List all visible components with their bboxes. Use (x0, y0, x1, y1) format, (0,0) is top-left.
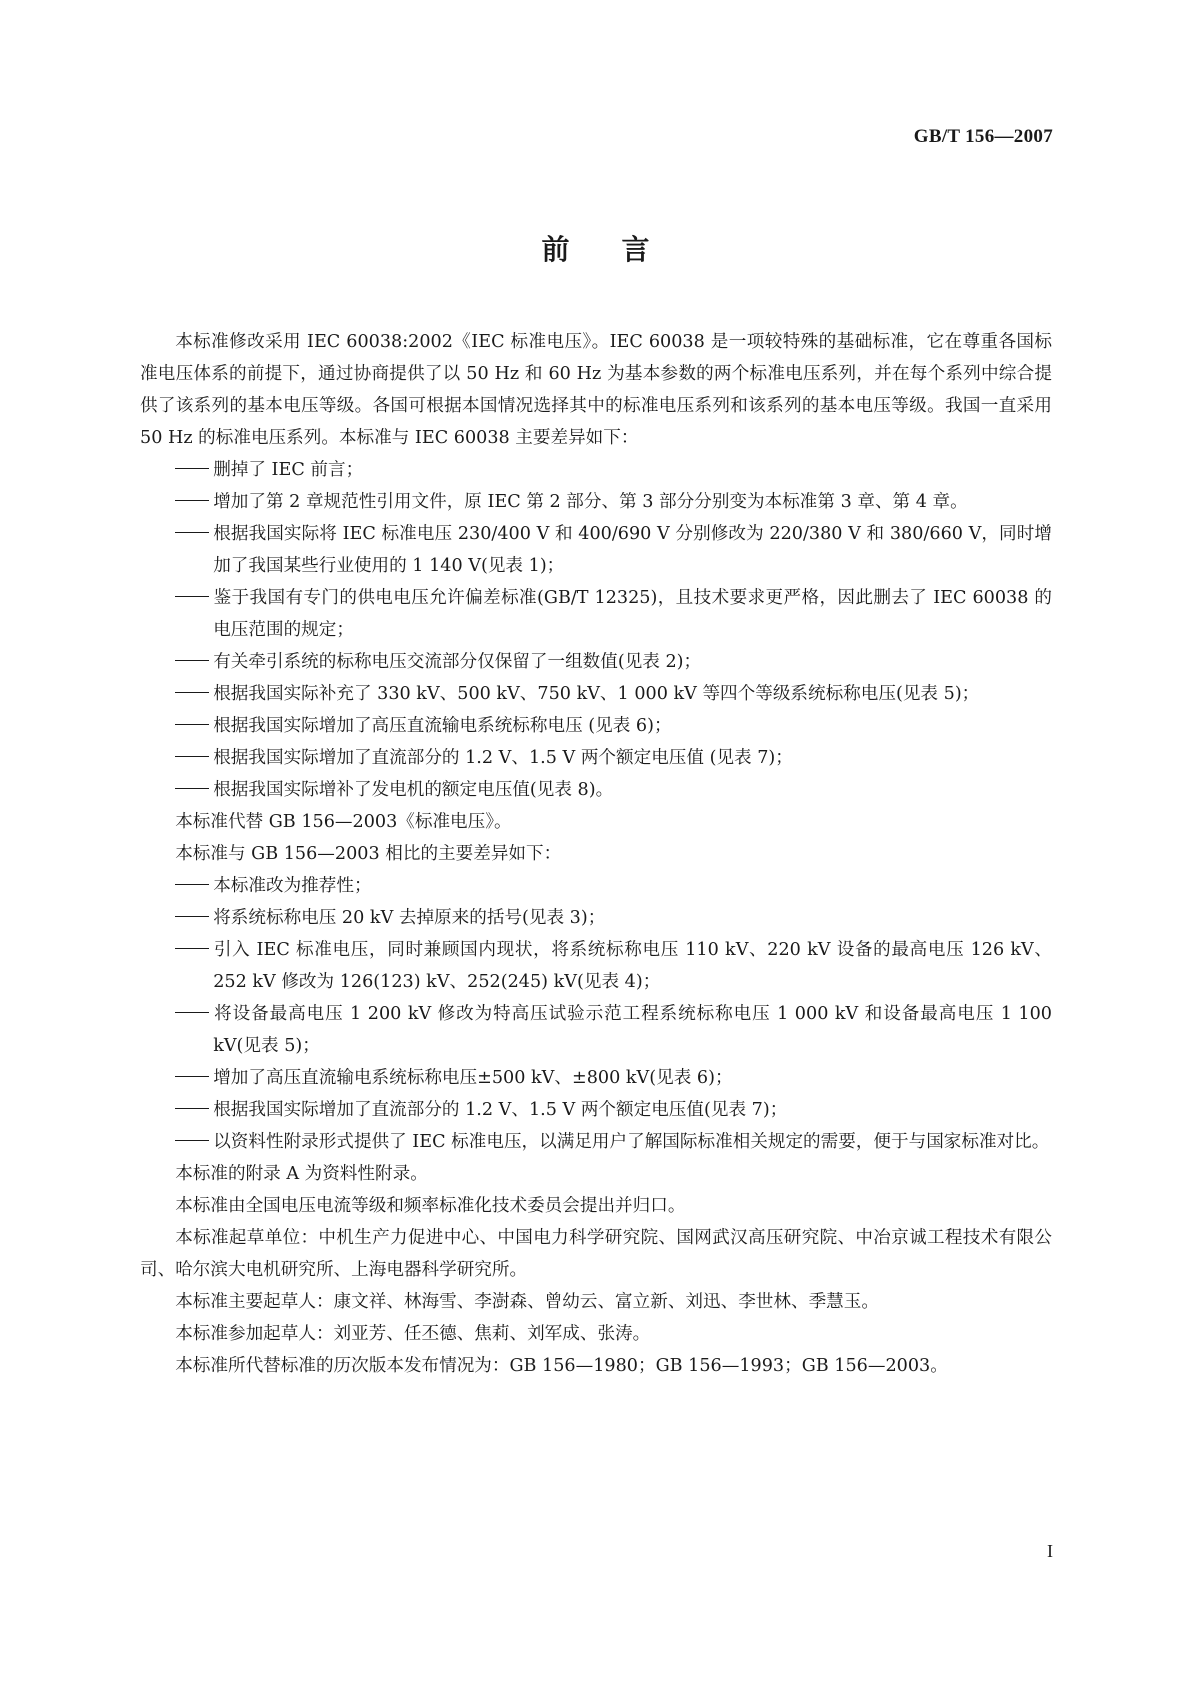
list-item: 根据我国实际增加了直流部分的 1.2 V、1.5 V 两个额定电压值(见表 7)； (140, 1094, 1052, 1126)
iec-differences-list (140, 454, 1052, 806)
dash-marker (175, 902, 213, 934)
dash-marker (175, 742, 213, 774)
committee-statement: 本标准由全国电压电流等级和频率标准化技术委员会提出并归口。 (175, 1196, 686, 1216)
dash-marker (175, 1062, 213, 1094)
list-item: 根据我国实际增加了直流部分的 1.2 V、1.5 V 两个额定电压值 (见表 7)； (140, 742, 1052, 774)
list-item: 有关牵引系统的标称电压交流部分仅保留了一组数值(见表 2)； (140, 646, 1052, 678)
dash-marker (175, 774, 213, 806)
list-item: 引入 IEC 标准电压，同时兼顾国内现状，将系统标称电压 110 kV、220 kV 设备的最高电压 126 kV、252 kV 修改为 126(123) kV、252(245) kV(见表 4)； (140, 934, 1052, 998)
standard-number: GB/T 156—2007 (913, 126, 1053, 147)
replaces-statement: 本标准代替 GB 156—2003《标准电压》。 (175, 812, 512, 832)
intro-paragraph: 本标准修改采用 IEC 60038:2002《IEC 标准电压》。IEC 60038 是一项较特殊的基础标准，它在尊重各国标准电压体系的前提下，通过协商提供了以 50 Hz 和 60 Hz 为基本参数的两个标准电压系列，并在每个系列中综合提供了该系列的基本电压等级。各国可根据本国情况选择其中的标准电压系列和该系列的基本电压等级。我国一直采用 50 Hz 的标准电压系列。本标准与 IEC 60038 主要差异如下： (140, 332, 1052, 448)
version-history: 本标准所代替标准的历次版本发布情况为：GB 156—1980；GB 156—1993；GB 156—2003。 (175, 1356, 948, 1376)
drafting-units: 本标准起草单位：中机生产力促进中心、中国电力科学研究院、国网武汉高压研究院、中冶京诚工程技术有限公司、哈尔滨大电机研究所、上海电器科学研究所。 (140, 1228, 1052, 1280)
dash-marker (175, 870, 213, 902)
list-item: 将设备最高电压 1 200 kV 修改为特高压试验示范工程系统标称电压 1 000 kV 和设备最高电压 1 100 kV(见表 5)； (140, 998, 1052, 1062)
dash-marker (175, 518, 213, 550)
dash-marker (175, 1126, 213, 1158)
list-item: 根据我国实际增加了高压直流输电系统标称电压 (见表 6)； (140, 710, 1052, 742)
dash-marker (175, 646, 213, 678)
list-item: 删掉了 IEC 前言； (140, 454, 1052, 486)
page-title: 前言 (541, 233, 702, 266)
list-item: 增加了第 2 章规范性引用文件，原 IEC 第 2 部分、第 3 部分分别变为本标准第 3 章、第 4 章。 (140, 486, 1052, 518)
list-item: 将系统标称电压 20 kV 去掉原来的括号(见表 3)； (140, 902, 1052, 934)
dash-marker (175, 1094, 213, 1126)
dash-marker (175, 998, 213, 1030)
list-item: 本标准改为推荐性； (140, 870, 1052, 902)
gb-differences-intro: 本标准与 GB 156—2003 相比的主要差异如下： (175, 844, 562, 864)
main-drafters: 本标准主要起草人：康文祥、林海雪、李澍森、曾幼云、富立新、刘迅、李世林、季慧玉。 (175, 1292, 879, 1312)
dash-marker (175, 454, 213, 486)
dash-marker (175, 710, 213, 742)
list-item: 根据我国实际将 IEC 标准电压 230/400 V 和 400/690 V 分别修改为 220/380 V 和 380/660 V，同时增加了我国某些行业使用的 1 140 V(见表 1)； (140, 518, 1052, 582)
dash-marker (175, 582, 213, 614)
list-item: 根据我国实际增补了发电机的额定电压值(见表 8)。 (140, 774, 1052, 806)
list-item: 增加了高压直流输电系统标称电压±500 kV、±800 kV(见表 6)； (140, 1062, 1052, 1094)
page-number: I (1047, 1541, 1053, 1561)
participating-drafters: 本标准参加起草人：刘亚芳、任丕德、焦莉、刘军成、张涛。 (175, 1324, 651, 1344)
appendix-statement: 本标准的附录 A 为资料性附录。 (175, 1164, 428, 1184)
list-item: 鉴于我国有专门的供电电压允许偏差标准(GB/T 12325)，且技术要求更严格，因此删去了 IEC 60038 的电压范围的规定； (140, 582, 1052, 646)
dash-marker (175, 486, 213, 518)
gb-differences-list (140, 870, 1052, 1158)
dash-marker (175, 678, 213, 710)
list-item: 以资料性附录形式提供了 IEC 标准电压，以满足用户了解国际标准相关规定的需要，便于与国家标准对比。 (140, 1126, 1052, 1158)
document-body (140, 326, 1052, 1382)
list-item: 根据我国实际补充了 330 kV、500 kV、750 kV、1 000 kV 等四个等级系统标称电压(见表 5)； (140, 678, 1052, 710)
dash-marker (175, 934, 213, 966)
